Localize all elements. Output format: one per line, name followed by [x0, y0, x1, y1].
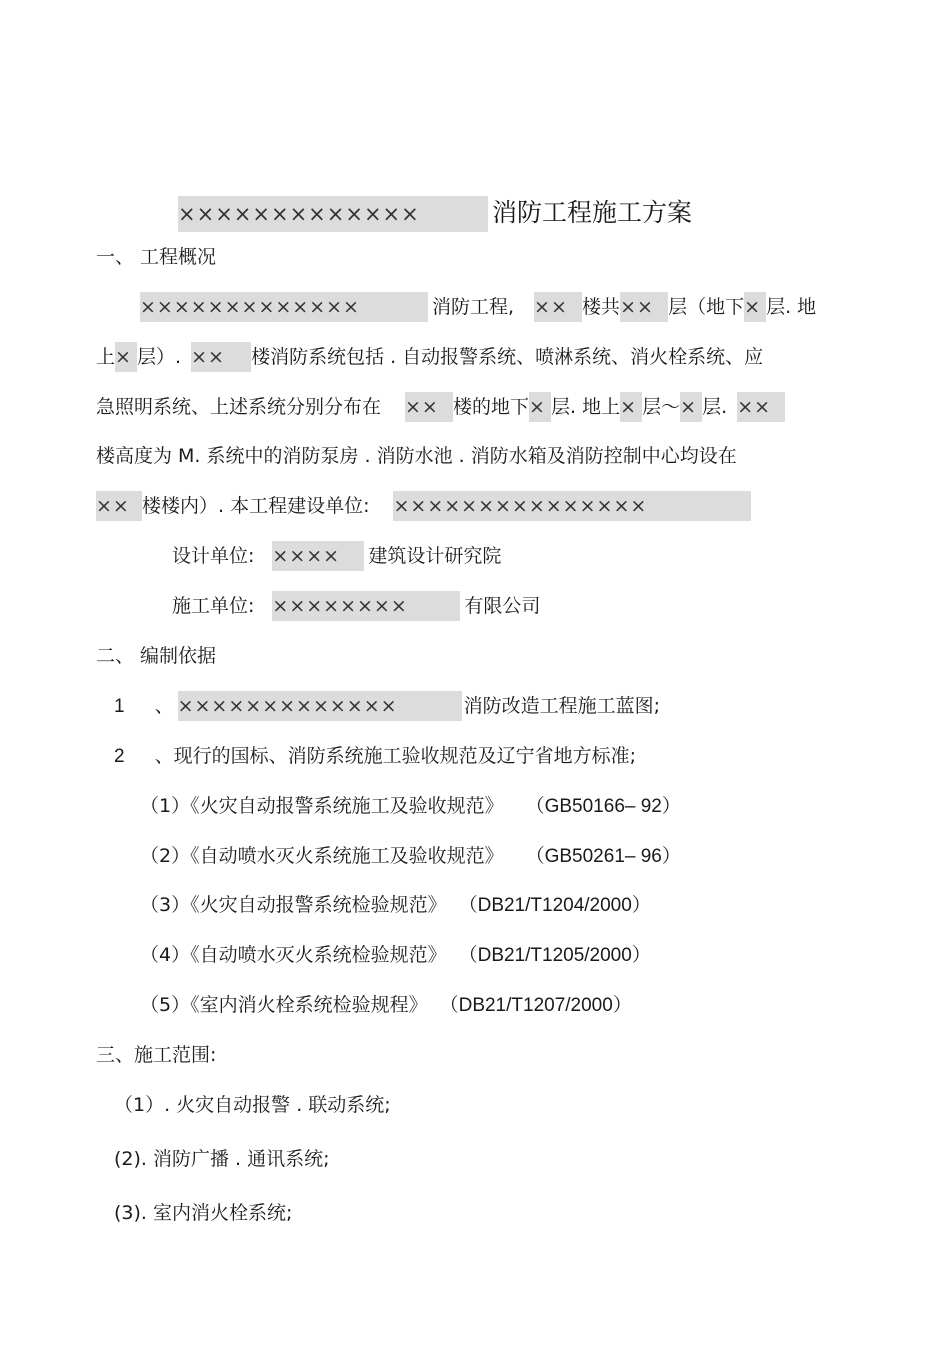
basis-text: 消防改造工程施工蓝图;: [463, 695, 660, 717]
standard-name: （3）《火灾自动报警系统检验规范》: [140, 894, 447, 916]
overview-line-5: [96, 491, 751, 521]
basis-item-number: 1: [114, 696, 125, 717]
redacted-floors: ××: [620, 292, 668, 322]
redacted-building: ××: [191, 342, 251, 372]
overview-text: 层.: [702, 396, 728, 418]
redacted-above-floors: ×: [680, 392, 702, 422]
overview-text: 楼的地下: [453, 396, 530, 418]
overview-text: 急照明系统、上述系统分别分布在: [96, 396, 382, 418]
scope-item: （1）. 火灾自动报警 . 联动系统;: [114, 1094, 391, 1116]
design-unit-line: [172, 541, 501, 571]
overview-line-1: [140, 292, 816, 322]
redacted-basement-floors: ×: [744, 292, 766, 322]
standard-item: [140, 990, 632, 1021]
redacted-project-name: ×××××××××××××: [178, 691, 462, 721]
basis-item-2: [114, 741, 636, 772]
scope-item: (2). 消防广播 . 通讯系统;: [114, 1148, 330, 1170]
overview-text: 层（地下: [668, 296, 745, 318]
design-unit-name: 建筑设计研究院: [368, 545, 502, 567]
redacted-above-floors: ×: [620, 392, 642, 422]
overview-line-4: 楼高度为 M. 系统中的消防泵房 . 消防水池 . 消防水箱及消防控制中心均设在: [96, 445, 737, 467]
standard-item: [140, 791, 681, 822]
standard-item: [140, 841, 681, 872]
standard-code: （DB21/T1204/2000）: [458, 895, 651, 916]
title-redacted-name: ×××××××××××××: [178, 196, 488, 232]
document-title: [178, 195, 692, 232]
section-heading-overview: 一、 工程概况: [96, 246, 217, 268]
section-heading-scope: 三、施工范围:: [96, 1044, 217, 1066]
redacted-project-name: ×××××××××××××: [140, 292, 428, 322]
construction-unit-line: [172, 591, 540, 621]
overview-text: 层. 地: [766, 296, 817, 318]
overview-text: 消防工程,: [432, 296, 515, 318]
standard-code: （GB50166– 92）: [525, 796, 681, 817]
overview-line-2: [96, 342, 763, 372]
basis-text: 、: [154, 695, 174, 717]
redacted-building: ××: [405, 392, 453, 422]
standard-item: [140, 940, 651, 971]
standard-code: （DB21/T1205/2000）: [458, 945, 651, 966]
redacted-building: ××: [96, 491, 142, 521]
standard-name: （2）《自动喷水灭火系统施工及验收规范》: [140, 845, 504, 867]
redacted-basement-floors: ×: [529, 392, 551, 422]
standard-name: （1）《火灾自动报警系统施工及验收规范》: [140, 795, 504, 817]
redacted-construction-unit: ××××××××: [272, 591, 460, 621]
overview-line-3: [96, 392, 785, 422]
scope-item: (3). 室内消火栓系统;: [114, 1202, 293, 1224]
basis-item-number: 2: [114, 746, 125, 767]
standard-name: （4）《自动喷水灭火系统检验规范》: [140, 944, 447, 966]
standard-item: [140, 890, 651, 921]
section-heading-basis: 二、 编制依据: [96, 645, 217, 667]
design-unit-label: 设计单位:: [172, 545, 255, 567]
overview-text: 楼消防系统包括 . 自动报警系统、喷淋系统、消火栓系统、应: [251, 346, 764, 368]
redacted-building: ××: [737, 392, 785, 422]
redacted-above-floors: ×: [115, 342, 137, 372]
overview-text: 上: [96, 346, 116, 368]
standard-code: （DB21/T1207/2000）: [439, 995, 632, 1016]
overview-text: 楼共: [582, 296, 621, 318]
title-text: 消防工程施工方案: [492, 198, 693, 227]
overview-text: 层）.: [137, 346, 182, 368]
overview-text: 楼楼内）. 本工程建设单位:: [142, 495, 370, 517]
redacted-design-unit: ××××: [272, 541, 364, 571]
basis-text: 、现行的国标、消防系统施工验收规范及辽宁省地方标准;: [154, 745, 636, 767]
redacted-building: ××: [534, 292, 582, 322]
basis-item-1: [114, 691, 660, 722]
overview-text: 层～: [642, 396, 681, 418]
standard-code: （GB50261– 96）: [525, 846, 681, 867]
construction-unit-label: 施工单位:: [172, 595, 255, 617]
construction-unit-name: 有限公司: [464, 595, 541, 617]
redacted-owner-unit: ×××××××××××××××: [393, 491, 751, 521]
standard-name: （5）《室内消火栓系统检验规程》: [140, 994, 428, 1016]
overview-text: 层. 地上: [551, 396, 621, 418]
